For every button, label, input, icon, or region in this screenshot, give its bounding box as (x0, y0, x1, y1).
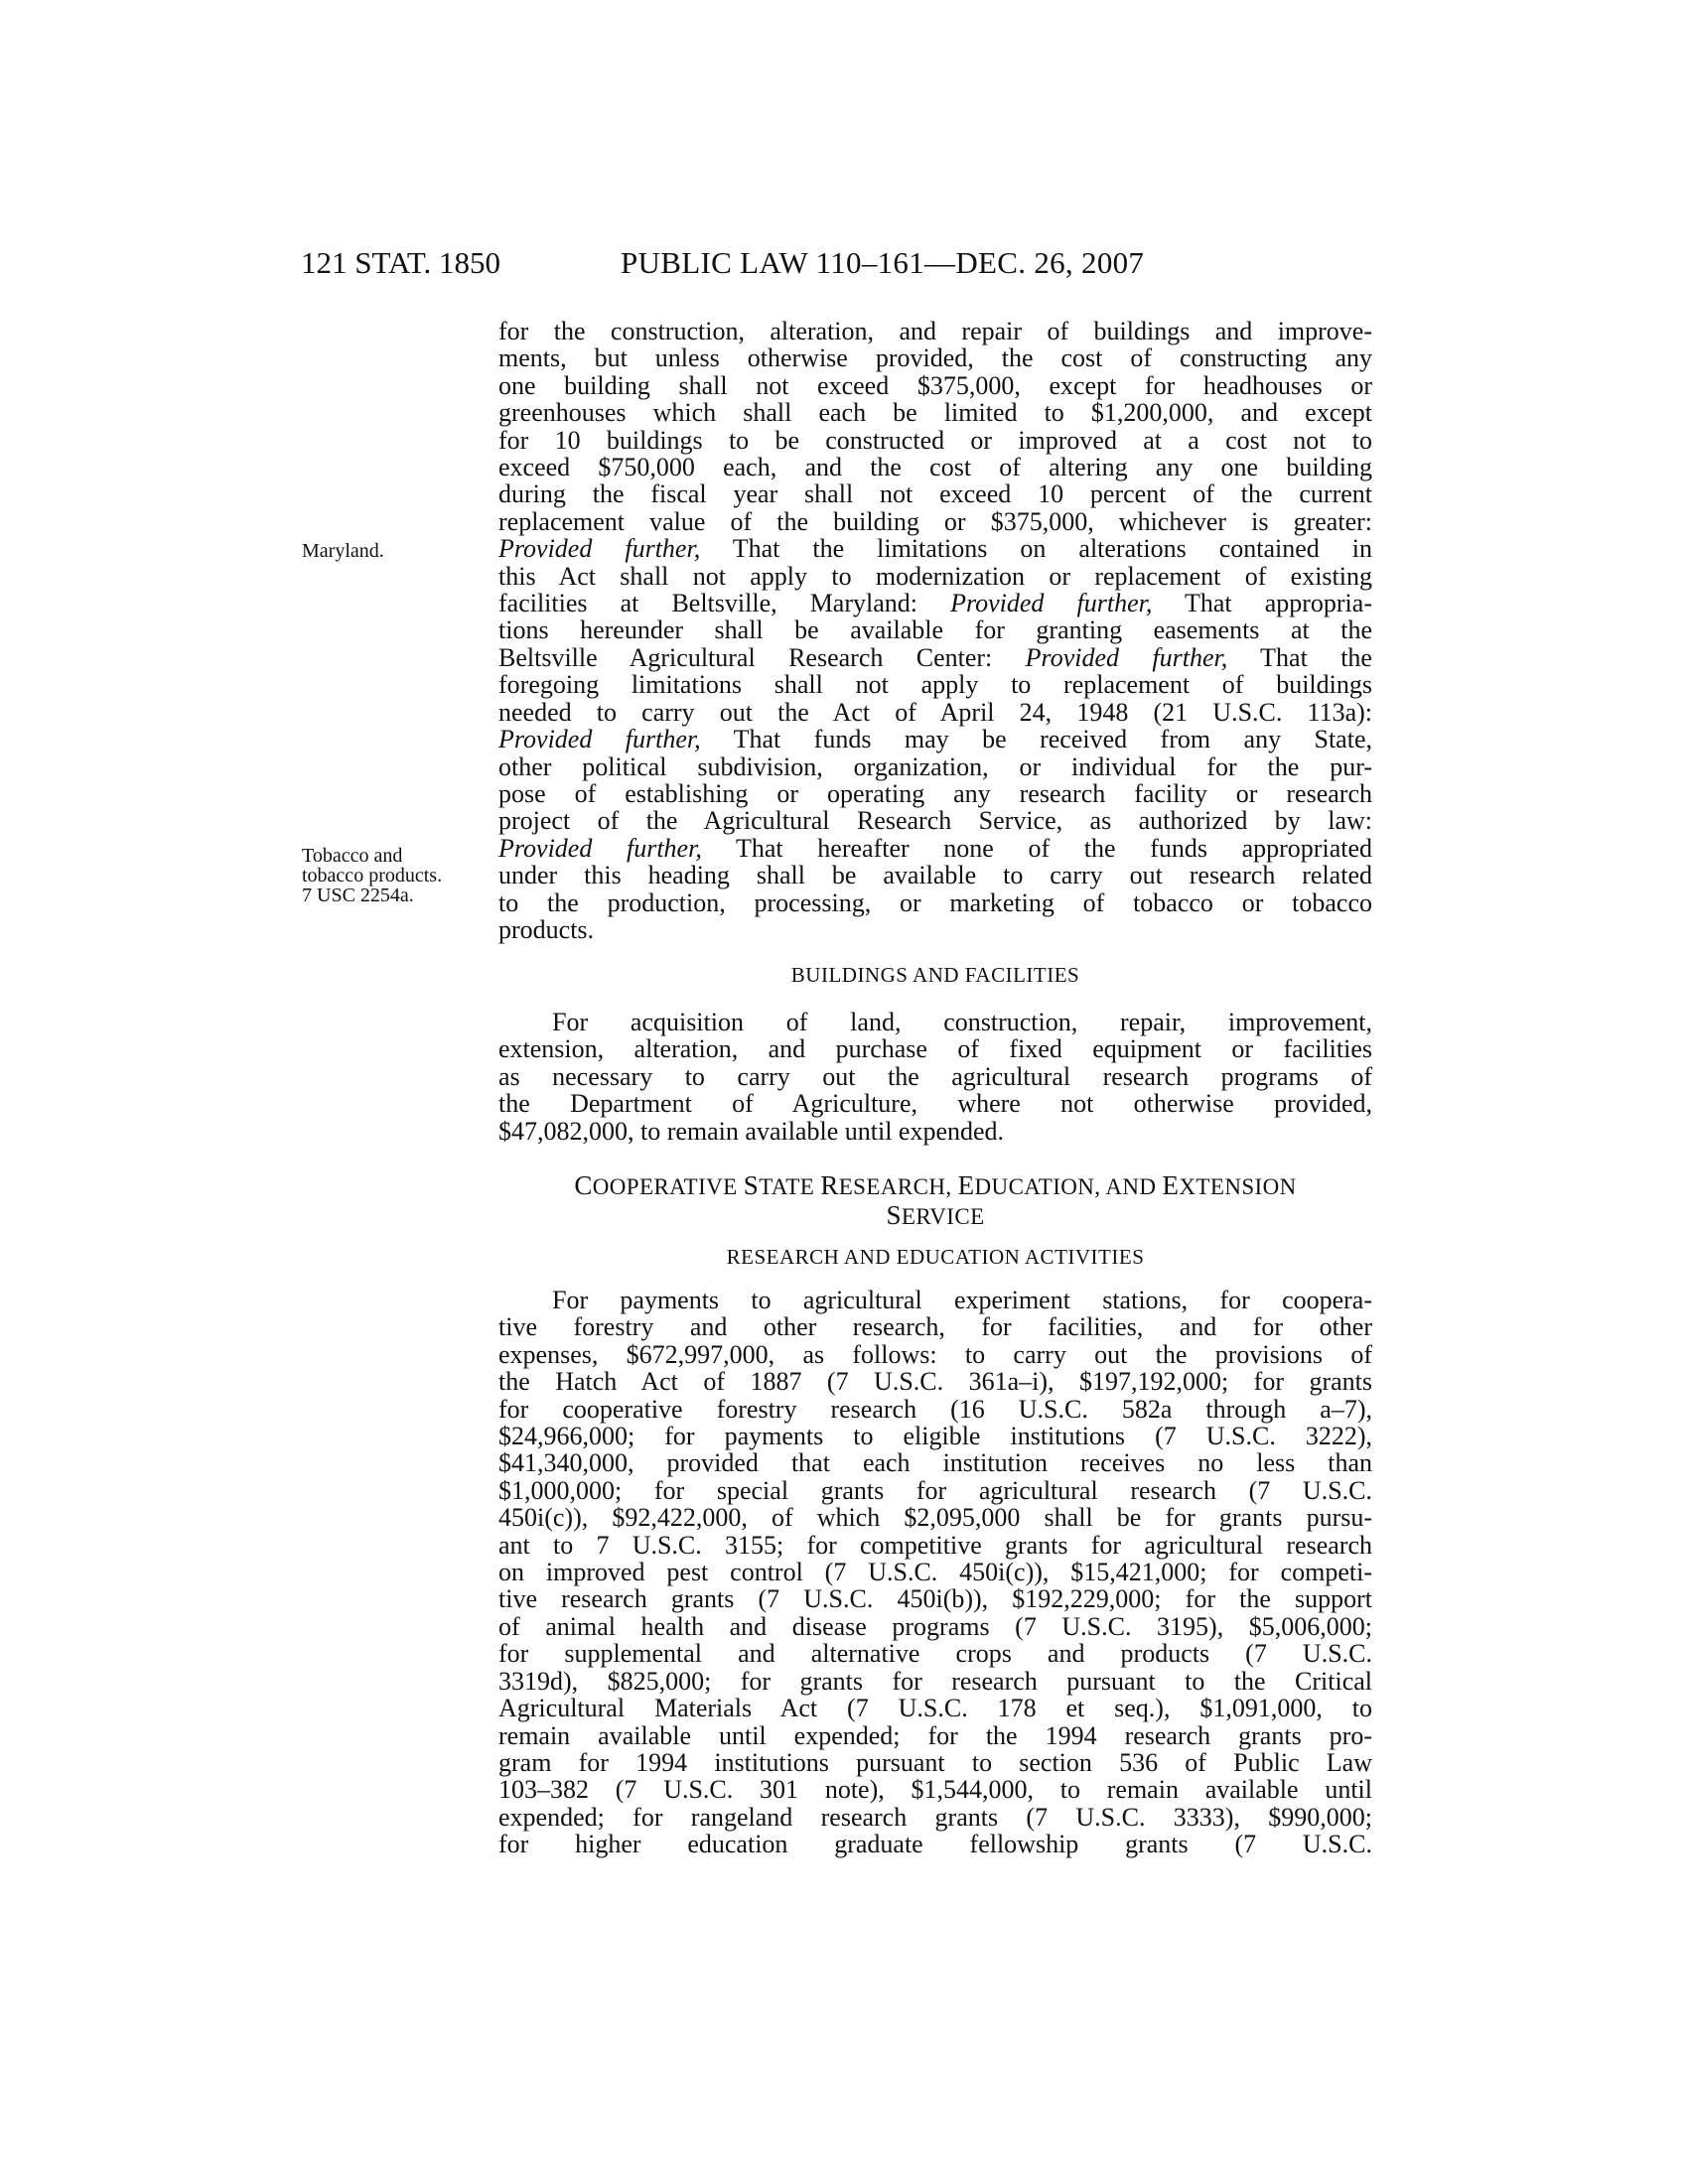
text-line: for cooperative forestry research (16 U.S.C. 582a through a–7), (498, 1394, 1372, 1424)
text-line: greenhouses which shall each be limited to $1,200,000, and except (498, 398, 1372, 428)
section-heading-buildings (498, 963, 1372, 988)
heading-text: RESEARCH AND EDUCATION ACTIVITIES (726, 1245, 1145, 1269)
small-caps-fragment: DUCATION, AND (974, 1174, 1163, 1199)
text-line: For payments to agricultural experiment stations, for coopera- (552, 1286, 1372, 1314)
small-caps-initial: S (886, 1200, 902, 1230)
text-line: $47,082,000, to remain available until expended. (498, 1116, 1005, 1146)
small-caps-fragment: XTENSION (1179, 1174, 1297, 1199)
text-line: products. (498, 914, 595, 944)
paragraph-text (498, 1287, 1372, 1858)
text-line: $41,340,000, provided that each institution receives no less than (498, 1448, 1372, 1478)
text-line: replacement value of the building or $375,000, whichever is greater: (498, 506, 1372, 536)
text-fragment: That the (1227, 642, 1372, 672)
text-line: ments, but unless otherwise provided, the cost of constructing any (498, 343, 1372, 373)
agency-heading-line (498, 1201, 1372, 1231)
text-line: needed to carry out the Act of April 24, 1948 (21 U.S.C. 113a): (498, 697, 1372, 727)
small-caps-fragment: ERVICE (901, 1204, 985, 1229)
text-line: $1,000,000; for special grants for agricultural research (7 U.S.C. (498, 1475, 1372, 1505)
text-line (498, 590, 1372, 616)
small-caps-fragment: TATE (759, 1174, 821, 1199)
proviso-italic: Provided further, (498, 534, 701, 564)
text-line: exceed $750,000 each, and the cost of altering any one building (498, 453, 1372, 482)
paragraph-buildings (498, 1009, 1372, 1145)
text-line: ant to 7 U.S.C. 3155; for competitive grants for agricultural research (498, 1530, 1372, 1560)
agency-heading-line (498, 1171, 1372, 1201)
text-fragment: Beltsville Agricultural Research Center: (498, 642, 1026, 672)
text-line: for supplemental and alternative crops and products (7 U.S.C. (498, 1639, 1372, 1669)
text-line: project of the Agricultural Research Service, as authorized by law: (498, 806, 1372, 836)
text-line (498, 535, 1372, 562)
text-line: foregoing limitations shall not apply to replacement of buildings (498, 670, 1372, 700)
margin-note-tobacco (302, 846, 481, 905)
text-line: tive research grants (7 U.S.C. 450i(b)), $192,229,000; for the support (498, 1584, 1372, 1614)
text-line: tions hereunder shall be available for granting easements at the (498, 615, 1372, 645)
text-line: extension, alteration, and purchase of fixed equipment or facilities (498, 1034, 1372, 1064)
text-line: as necessary to carry out the agricultural research programs of (498, 1061, 1372, 1091)
proviso-italic: Provided further, (498, 833, 702, 863)
text-line: remain available until expended; for the 1994 research grants pro- (498, 1720, 1372, 1750)
text-line: other political subdivision, organization, or individual for the pur- (498, 751, 1372, 781)
small-caps-initial: C (574, 1170, 593, 1200)
small-caps-initial: E (1162, 1170, 1180, 1200)
text-line: 3319d), $825,000; for grants for research pursuant to the Critical (498, 1666, 1372, 1696)
heading-text: BUILDINGS AND FACILITIES (790, 963, 1080, 987)
text-line: 103–382 (7 U.S.C. 301 note), $1,544,000, to remain available until (498, 1775, 1372, 1805)
text-line: For acquisition of land, construction, repair, improvement, (552, 1008, 1372, 1036)
agency-heading (498, 1171, 1372, 1231)
stat-page-number: 121 STAT. 1850 (301, 245, 501, 280)
text-line (498, 726, 1372, 752)
text-line: for higher education graduate fellowship grants (7 U.S.C. (498, 1830, 1372, 1859)
section-heading-research (498, 1245, 1372, 1270)
text-line: the Department of Agriculture, where not otherwise provided, (498, 1089, 1372, 1119)
text-line: of animal health and disease programs (7 U.S.C. 3195), $5,006,000; (498, 1611, 1372, 1641)
paragraph-text (498, 318, 1372, 943)
text-line: during the fiscal year shall not exceed 10 percent of the current (498, 479, 1372, 509)
small-caps-fragment: ESEARCH, (838, 1174, 958, 1199)
text-line: $24,966,000; for payments to eligible institutions (7 U.S.C. 3222), (498, 1422, 1372, 1451)
margin-note-line: tobacco products. (302, 865, 443, 887)
text-line: under this heading shall be available to carry out research related (498, 861, 1372, 890)
text-line: Agricultural Materials Act (7 U.S.C. 178 et seq.), $1,091,000, to (498, 1694, 1372, 1723)
paragraph-continued (498, 318, 1372, 943)
text-line: for 10 buildings to be constructed or improved at a cost not to (498, 425, 1372, 455)
text-line (498, 644, 1372, 671)
margin-note-line: 7 USC 2254a. (302, 885, 414, 906)
paragraph-research (498, 1287, 1372, 1858)
small-caps-initial: R (820, 1170, 839, 1200)
proviso-italic: Provided further, (1025, 642, 1228, 672)
text-fragment: facilities at Beltsville, Maryland: (498, 589, 951, 618)
paragraph-text (498, 1009, 1372, 1145)
text-line: for the construction, alteration, and repair of buildings and improve- (498, 317, 1372, 345)
text-fragment: That hereafter none of the funds appropriated (701, 833, 1372, 863)
text-line: 450i(c)), $92,422,000, of which $2,095,000 shall be for grants pursu- (498, 1503, 1372, 1533)
small-caps-initial: S (743, 1170, 760, 1200)
text-line: expended; for rangeland research grants (7 U.S.C. 3333), $990,000; (498, 1802, 1372, 1832)
proviso-italic: Provided further, (950, 589, 1153, 618)
margin-note-line: Tobacco and (302, 845, 403, 867)
text-fragment: That the limitations on alterations contained in (700, 534, 1373, 564)
text-line: on improved pest control (7 U.S.C. 450i(c)), $15,421,000; for competi- (498, 1558, 1372, 1587)
text-line: expenses, $672,997,000, as follows: to carry out the provisions of (498, 1339, 1372, 1369)
text-line: this Act shall not apply to modernization or replacement of existing (498, 561, 1372, 591)
text-fragment: That appropria- (1152, 589, 1372, 618)
law-citation: PUBLIC LAW 110–161—DEC. 26, 2007 (621, 245, 1145, 280)
page-header (0, 245, 1688, 285)
margin-note-text: Maryland. (302, 540, 384, 562)
text-line: to the production, processing, or marketing of tobacco or tobacco (498, 887, 1372, 917)
margin-note-maryland (302, 541, 481, 561)
text-line: the Hatch Act of 1887 (7 U.S.C. 361a–i), $197,192,000; for grants (498, 1367, 1372, 1397)
text-line: gram for 1994 institutions pursuant to section 536 of Public Law (498, 1747, 1372, 1777)
proviso-italic: Provided further, (498, 725, 701, 754)
text-line: pose of establishing or operating any research facility or research (498, 778, 1372, 808)
small-caps-fragment: OOPERATIVE (592, 1174, 744, 1199)
text-fragment: That funds may be received from any State, (700, 725, 1372, 754)
text-line (498, 835, 1372, 862)
text-line: one building shall not exceed $375,000, except for headhouses or (498, 370, 1372, 400)
small-caps-initial: E (957, 1170, 975, 1200)
text-line: tive forestry and other research, for facilities, and for other (498, 1312, 1372, 1342)
